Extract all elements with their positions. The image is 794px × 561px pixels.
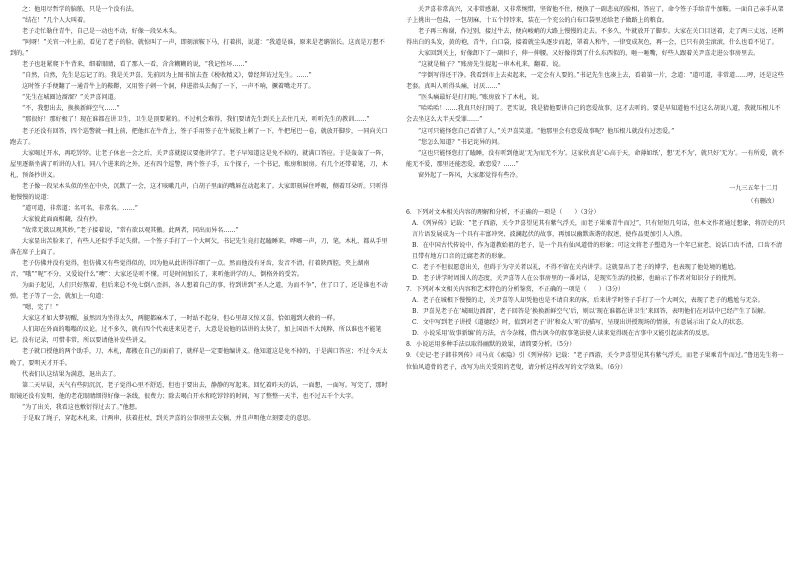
question-option: D．小说采用‘故事新编’的方法，古今杂糅，借古讽今的叙事笔法使人读来觉得既在古事中又能引起读者的反思。 <box>412 330 714 338</box>
story-paragraph: 窗外起了一阵风，大家都觉得有些冷。 <box>418 171 522 179</box>
story-paragraph: “先生在城圈边溜溜？”关尹喜问道。 <box>22 94 120 102</box>
question-item <box>406 207 786 284</box>
date-line <box>406 183 786 194</box>
question-option: C．老子不但很愿意出关，但碍于为守关者以礼，不得不留在关内讲学。这就显出了老子的博学，也表现了他处境的尴尬。 <box>412 264 740 272</box>
story-paragraph: 大家回到关上，好像卸下了一副担子，伸一伸腰。又好像得到了什么东西似的，咂一咂嘴，好些人跟着关尹喜走进公事房里去。 <box>418 50 760 58</box>
story-paragraph: 关尹喜非常高兴，又非常感谢，又非常惋惜，坚留他不住，便换了一副悲哀的脸相，答应了，命令签子手给青牛加鞍。一面自己亲手从架子上挑出一包盐，一包胡麻，十五个饽饽来，装在一个充公的白布口袋里送给老子做路上的粮食。 <box>406 6 784 25</box>
story-paragraph: “结在！”几个人大叫着。 <box>22 17 90 25</box>
story-paragraph: “嗯，完了！” <box>22 304 59 312</box>
story-paragraph: 老子仿佛并没有觉得，但仿佛又有些觉得似的，因为他从此讲得详细了一点。然而他没有牙齿，发音不清，打着陕西腔，夹上湖南音，“哦”“呢”不分，又爱说什么“噢”：大家还是听不懂。可是时间加长了，来听他讲学的人，倒格外的受苦。 <box>10 260 370 279</box>
story-paragraph: 代表们认这结果为满意，退出去了。 <box>22 370 120 378</box>
question-option: A．老子在城根下慢慢的走，关尹喜等人却凭他也是不请自来的客，后来讲学时签子手打了一个大呵欠，表现了老子的尴尬与无奈。 <box>412 297 764 305</box>
story-paragraph: “故常无欲以观其妙，”老子接着说，“常有欲以观其徼。此两者，同出而异名……” <box>22 226 239 234</box>
story-paragraph: 大家显出苦脸来了，有些人还似乎手足失措。一个签子手打了一个大呵欠，书记先生竟打起瞌睡来，哗啷一声，刀，笔，木札，都从手里落在席子上面了。 <box>10 237 388 257</box>
left-column <box>10 4 390 557</box>
story-paragraph: “字倒写得还干净。我看到市上去卖起来，一定会有人要的。”书记先生也凑上去，看着第一片，念道：“道可道，非常道……哼，还是这些老套。真叫人听得头痛，讨厌……” <box>406 72 784 91</box>
story-paragraph: 大家彼此面面相觑，没有抄。 <box>22 215 102 223</box>
story-paragraph: “您怎么知道？”书记诧异的问。 <box>418 138 504 146</box>
story-paragraph: 老子还没有回答，四个巡警就一拥上前，把他扛在牛背上，签子手用签子在牛屁股上刺了一下，牛把尾巴一卷，就放开脚步，一同向关口跑去了。 <box>10 127 388 146</box>
story-paragraph: 人们却在外面的嗡嗡的议论。过不多久，就有四个代表进来见老子，大意是说他的话讲的太快了，加上国语不大纯粹，所以谁也不能笔记。没有记录，可惜非常，所以要请他补发些讲义。 <box>10 326 382 345</box>
story-paragraph: “这就是稿子？”账房先生提起一串木札来，翻着，说。 <box>418 61 565 69</box>
story-paragraph: 之：他用尽哲学的脑筋，只是一个没有法。 <box>22 6 138 13</box>
story-paragraph: “这也只能怪您打了瞌睡，没有听到他说‘无为而无不为’。这家伙真是‘心高于天，命薄如纸’，想‘无不为’，就只好‘无为’。一有所爱，就不能无不爱，那里还能恋爱，敢恋爱？……” <box>406 149 784 168</box>
story-paragraph: “医头痛最好是打打盹。”账房放下了木札，说。 <box>418 94 544 102</box>
story-paragraph: “阿呀！”关官一冲上前，看见了老子的脸，就惊叫了一声，即刻滚鞍下马，打着拱，说道：“我道是谁，原来是老聃馆长。这真是万想不到的。” <box>10 39 385 58</box>
question-item <box>406 350 786 372</box>
story-paragraph: 为面子起见，人们只好熬着，但后来总不免七倒八歪斜，各人想着自己的事，待到讲到“圣人之道，为而不争”，住了口了，还是谁也不动弹。老子等了一会，就加上一句道： <box>10 282 388 301</box>
story-paragraph: 老子就口授他的两个助手，刀，木札，都搬在自己的面前了，就样是一定要他编讲义。他知道这是免不掉的，于是满口答应；不过今天太晚了，要明天才开手。 <box>10 348 388 367</box>
date-text: 一九三五年十二月 <box>729 184 778 192</box>
question-option: B．尹喜见老子在‘城圈边溜溜’，老子回答是‘换换新鲜空气’后，则以‘现在谁都在讲卫生’来回答，表明他们在对话中已经产生了误解。 <box>412 308 770 316</box>
story-paragraph: 老子再三称谢，作过别，接过牛去，便向峻峭的大路上慢慢的走去。不多久，牛就放开了脚步。大家在关口目送着，走了两三丈远，还辨得出白的头发，黄的袍，青牛，白口袋，接着就尘头逐步而起，罩着人和牛，一律变成灰色，再一会，已只有黄尘滚滚，什么也看不见了。 <box>406 28 784 47</box>
story-paragraph: “哈哈哈！……我真只好打盹了。老实说，我是猜他要讲自己的恋爱故事，这才去听的。要是早知道他不过这么胡说八道，我就压根儿不会去坐这么大半天受罪……” <box>406 105 781 124</box>
question-option: B．在中国古代传说中，作为道教始祖的老子，是一个具有仙风道骨的形象；可这文将老子塑造为一个年已衰老，说话口齿不清，口齿不清且带有地方口音的迂腐老者的形象。 <box>412 241 783 261</box>
story-paragraph: 老子走忙勒住青牛，自己是一动也不动，好像一段呆木头。 <box>22 28 181 36</box>
question-option: D．老子讲学时周围人的态度，关尹喜等人在公事房里的一番对话，是现实生活的投影，也暗示了作者对知识分子的批判。 <box>412 275 740 283</box>
questions-block <box>406 207 786 373</box>
question-stem: 6．下列对文本相关内容的理解和分析，不正确的一项是（ ）（3分） <box>406 208 600 216</box>
question-stem: 8．小说运用多种手法以取得幽默的效果，请简要分析。（5分） <box>406 341 576 349</box>
story-paragraph: 老子也赶紧爬下牛背来，细着眼睛，看了那人一看，含含糊糊的说，“我记性坏……” <box>22 61 248 69</box>
story-paragraph: “不，我想出去，换换新鲜空气……” <box>22 105 120 113</box>
question-item <box>406 284 786 339</box>
question-stem: 7．下列对本文相关内容和艺术特色的分析鉴赏，不正确的一项是（ ）（3分） <box>406 286 624 294</box>
right-column <box>406 4 786 557</box>
story-paragraph: 于是取了绳子，穿起木札来，计两串，扶着拄杖，到关尹喜的公事房里去交稿，并且声明他立刻要走的意思。 <box>22 414 315 422</box>
story-paragraph: “这可只能怪您自己看错了人，”关尹喜笑道。“他那里会有恋爱故事呢？他压根儿就没有过恋爱。” <box>418 127 675 135</box>
story-paragraph: 大家喝过开水，再吃饽饽。让老子休息一会之后，关尹喜就提议要他讲学了。老子早知道这是免不掉的，就满口答应。于是轰轰了一阵，屋里逐渐坐满了听讲的人们。同八个进来的之外，还有四个巡警，两个签子手，五个探子，一个书记，账房和厨房。有几个还带着笔，刀，木札，预备抄讲义。 <box>10 149 388 179</box>
question-option: C．文中写到老子讲授《道德经》时，值到对老子‘讲’和众人‘听’的描写，呈现出讲授现场的情景，有意展示出了众人的状态。 <box>412 319 748 327</box>
source-note: （有删改） <box>747 197 778 205</box>
right-column-text <box>406 4 786 181</box>
question-option: A．《列异传》记载：“老子西游，关令尹喜望见其有紫气浮关，而老子果乘青牛而过”，只有短短几句话，但本文作者通过想象，将历史的只言片语发展成为一个具有丰富冲突、波澜起伏的故事，再加以幽默诙谐的叙述，使作品更加引人入胜。 <box>412 219 786 238</box>
story-paragraph: 大家这才如大梦初醒，虽然因为坐得太久，两腿都麻木了，一时站不起身，但心里却又惊又喜，恰如遇到大赦的一样。 <box>22 315 339 323</box>
story-paragraph: “那很好！那好极了！现在谁都在讲卫生，卫生是顶要紧的。不过机会难得，我们要请先生到关上去住几天，听听先生的教训……” <box>22 116 370 124</box>
story-paragraph: “为了出关，我看这也敷衍得过去了。”他想。 <box>22 403 141 411</box>
question-item <box>406 339 786 350</box>
story-paragraph: 第二天早晨，天气有些阴沉沉，老子觉得心里不舒适，但也于要出去，静静的写起来。回忆着昨天的话，一面想，一面写。写完了，那时眼镜还没有发明，他的老花眼睛细得好像一条线，很费力；除去喝白开水和吃饽饽的时间，写了整整一天半，也不过五千个大字。 <box>10 381 388 400</box>
story-paragraph: “道可道，非常道；名可名，非常名。……” <box>22 204 138 212</box>
source-line <box>406 196 786 207</box>
question-stem: 9．《史记·老子韩非列传》司马贞《索隐》引《列异传》记载：“老子西游，关令尹喜望见其有紫气浮关，而老子果乘青牛而过。”鲁迅先生将一位仙风道骨的老子，改写为出关受阻的老叟，请分析这样改写的文学效果。（6分） <box>406 352 784 371</box>
story-paragraph: 老子像一段呆木头似的坐在中央，沉默了一会，这才咳嗽几声，白胡子里面的嘴唇在动起来了。大家即刻屏住呼吸，侧着耳朵听。只听得他慢慢的说道： <box>10 182 388 201</box>
story-paragraph: “自然，自然，先生是忘记了的。我是关尹喜，先前因为上图书馆去查《税收精义》，曾经拜访过先生。……” <box>22 72 312 80</box>
story-paragraph: 这时签子手便翻了一通青牛上的鞍鞯，又用签子刺一个洞，伸进指头去掏了一下，一声不响，撅着嘴走开了。 <box>22 83 315 91</box>
